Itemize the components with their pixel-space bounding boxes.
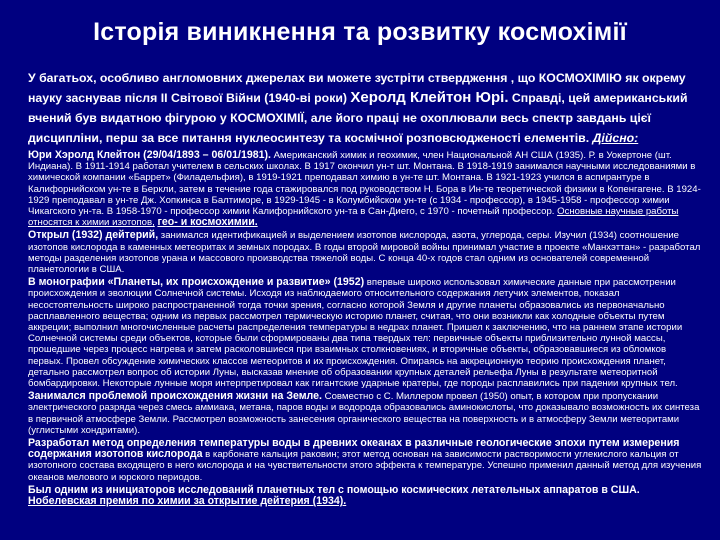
bio-research-fields: гео- и космохимии. <box>157 216 258 229</box>
bio-research-note: Основные научные работы относятся к химии изотопов, <box>28 206 679 229</box>
bio-paragraph-6: Был одним из инициаторов исследований планетных тел с помощью космических летательных аппаратов в США. <box>28 483 640 496</box>
bio-paragraph-1 <box>28 150 704 228</box>
bio-paragraph-5 <box>28 438 704 483</box>
intro-text-1: У багатьох, особливо англомовних джерелах ви можете зустріти ствердження , що КОСМОХІМІЮ як окрему науку заснував після ІІ Світової Війни (1940-ві роки) <box>28 71 686 105</box>
bio-deuterium-lead: Открыл (1932) дейтерий, <box>28 229 159 242</box>
bio-text-1: Американский химик и геохимик, член Национальной АН США (1935). Р. в Уокертоне (шт. Индиана). В 1911-1914 работал учителем в сельских школах. В 1917 окончил ун-т шт. Монтана. В 1918-1919 занимался научными исследованиями в химической компании «Баррет» (Филадельфия), в 1919-1921 преподавал химию в ун-те шт. Монтана. В 1921-1923 учился в аспирантуре в Калифорнийском ун-те в Беркли, затем в течение года стажировался под руководством Н. Бора в Ин-те теоретической физики в Копенгагене. В 1924-1929 преподавал в ун-те Дж. Хопкинса в Балтиморе, в 1929-1945 - в Колумбийском ун-те (с 1934 - профессор), в 1945-1958 - профессор химии Чикагского ун-та. В 1958-1970 - профессор химии Калифорнийского ун-та в Сан-Диего, с 1970 - почетный профессор. <box>28 150 701 218</box>
bio-origin-life-lead: Занимался проблемой происхождения жизни на Земле. <box>28 390 322 403</box>
bio-text-4: Совместно с С. Миллером провел (1950) опыт, в котором при пропускании электрического разряда через смесь аммиака, метана, паров воды и водорода образовались аминокислоты, что доказывало возможность их синтеза в первичной атмосфере Земли. Рассмотрел возможность занесения органического вещества на поверхность и в атмосферу Земли метеоритами (углистыми хондритами). <box>28 391 700 436</box>
intro-paragraph <box>28 68 704 148</box>
intro-link[interactable]: Дійсно: <box>592 131 639 145</box>
bio-text-3: впервые широко использовал химические данные при рассмотрении происхождения и эволюции Солнечной системы. Исходя из наблюдаемого относительного содержания летучих элементов, показал несостоятельность широко распространенной тогда точки зрения, согласно которой Земля и другие планеты образовались из первоначально расплавленного вещества; одним из первых рассмотрел термическую историю планет, считая, что они возникли как холодные объекты путем аккреции; выполнил многочисленные расчеты распределения температуры в недрах планет. Пришел к заключению, что на раннем этапе истории Солнечной системы среди объектов, которые были сформированы два типа твердых тел: первичные объекты приблизительно лунной массы, прошедшие через процесс нагрева и затем расколовшиеся при взаимных столкновениях, и вторичные объекты, образовавшиеся из обломков первых. Провел обсуждение химических классов метеоритов и их происхождения. Опираясь на аккреционную теорию происхождения планет, детально рассмотрел вопрос об истории Луны, высказав мнение об образовании крупных деталей рельефа Луны в результате метеоритной бомбардировки. Некоторые лунные моря интерпретировал как гигантские ударные кратеры, где породы расплавились при падении крупных тел. <box>28 277 683 390</box>
bio-paragraph-4 <box>28 391 704 436</box>
intro-name: Херолд Клейтон Юрі. <box>350 89 509 106</box>
page-title: Історія виникнення та розвитку космохімії <box>93 18 627 46</box>
bio-method-lead: Разработал метод определения температуры воды в древних океанах в различные геологические эпохи путем измерения содержания изотопов кислорода <box>28 437 680 461</box>
biography-section <box>28 150 704 507</box>
bio-text-2: занимался идентификацией и выделением изотопов кислорода, азота, углерода, серы. Изучил (1934) соотношение изотопов кислорода в каменных метеоритах и земных породах. В годы второй мировой войны принимал участие в проекте «Манхэттан» - разработал методы разделения изотопов урана и массового производства тяжелой воды. С конца 40-х годов стал одним из основателей современной планетологии в США. <box>28 230 701 276</box>
bio-paragraph-2 <box>28 230 704 275</box>
bio-nobel-prize: Нобелевская премия по химии за открытие дейтерия (1934). <box>28 495 347 508</box>
intro-text-2: Справді, цей американський вчений був видатною фігурою у КОСМОХІМІЇ, але його праці не охоплювали весь спектр завдань цієї дисципліни, перш за все питання нуклеосинтезу та космічної розповсюдженості елементів. <box>28 91 688 145</box>
bio-text-5: в карбонате кальция раковин; этот метод основан на зависимости растворимости углекислого кальция от изотопного состава входящего в него кислорода и на чувствительности этого эффекта к температуре. Успешно применил данный метод для изучения океанов мелового и юрского периодов. <box>28 449 702 483</box>
bio-paragraph-3 <box>28 277 704 389</box>
bio-heading: Юри Хэролд Клейтон (29/04/1893 – 06/01/1981). <box>28 149 271 161</box>
bio-monograph-lead: В монографии «Планеты, их происхождение и развитие» (1952) <box>28 276 365 289</box>
